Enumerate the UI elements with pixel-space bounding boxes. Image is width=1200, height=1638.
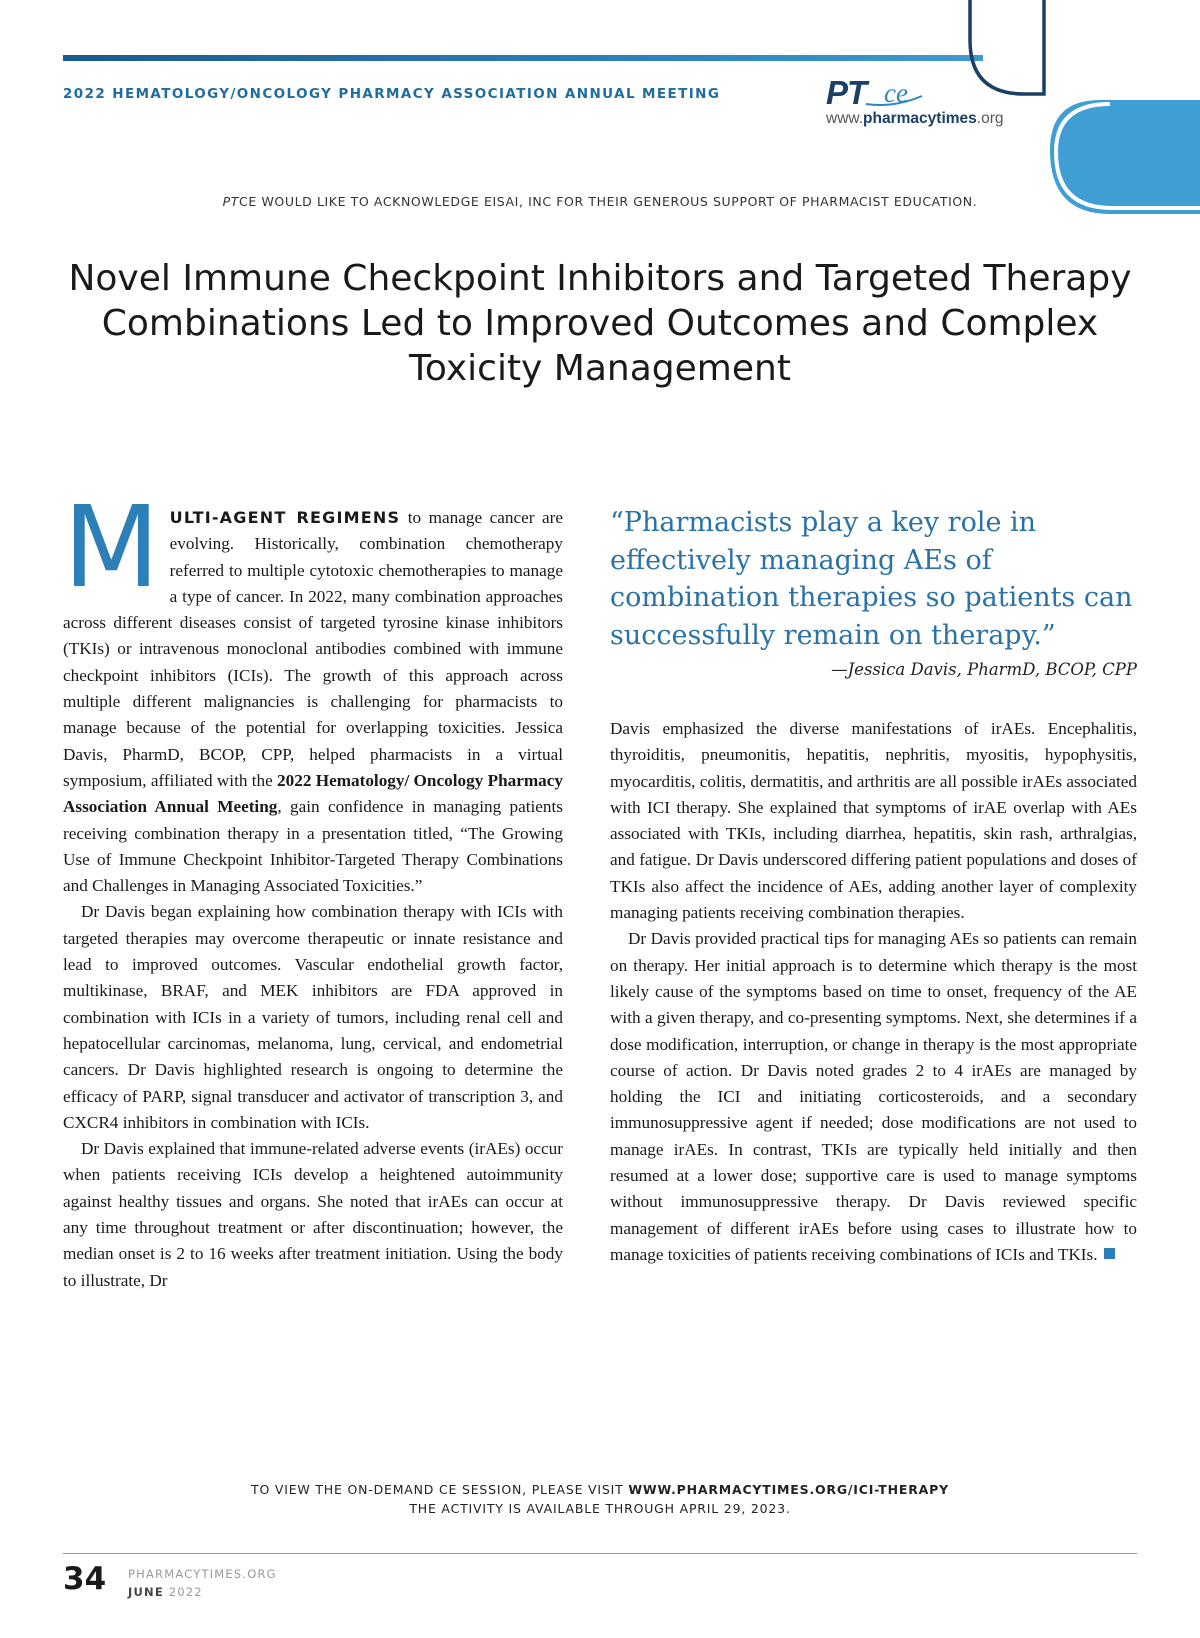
paragraph-4: Davis emphasized the diverse manifestations of irAEs. Encephalitis, thyroiditis, pneumonitis, hepatitis, nephritis, myositis, hypophysitis, myocarditis, colitis, dermatitis, and arthritis are all possible irAEs associated with ICI therapy. She explained that symptoms of irAE overlap with AEs associated with TKIs, including diarrhea, hepatitis, skin rash, arthralgias, and fatigue. Dr Davis underscored differing patient populations and doses of TKIs also affect the incidence of AEs, adding another layer of complexity managing patients receiving combination therapies. — [610, 719, 1137, 923]
meeting-name-bold: 2022 Hematology/ Oncology Pharmacy Association Annual Meeting — [63, 770, 563, 817]
meeting-title: 2022 HEMATOLOGY/ONCOLOGY PHARMACY ASSOCIATION ANNUAL MEETING — [63, 86, 721, 102]
cta-line-2: THE ACTIVITY IS AVAILABLE THROUGH APRIL 29, 2023. — [409, 1501, 791, 1516]
cta-block — [0, 1480, 1200, 1518]
lead-in: ULTI-AGENT REGIMENS — [169, 508, 401, 527]
cta-line-1: TO VIEW THE ON-DEMAND CE SESSION, PLEASE VISIT WWW.PHARMACYTIMES.ORG/ICI-THERAPY — [251, 1482, 949, 1497]
ptce-logo[interactable] — [826, 74, 1036, 134]
drop-cap: M — [63, 483, 160, 613]
pull-quote: “Pharmacists play a key role in effectively managing AEs of combination therapies so patients can successfully remain on therapy.” — [610, 507, 1133, 651]
footer-date: JUNE 2022 — [128, 1585, 203, 1599]
left-column — [63, 483, 563, 1294]
paragraph-1: MULTI-AGENT REGIMENS to manage cancer are evolving. Historically, combination chemotherapy referred to multiple cytotoxic chemotherapies to manage a type of cancer. In 2022, many combination approaches across different diseases consist of targeted tyrosine kinase inhibitors (TKIs) or intravenous monoclonal antibodies combined with immune checkpoint inhibitors (ICIs). The growth of this approach across multiple different malignancies is challenging for pharmacists to manage because of the potential for overlapping toxicities. Jessica Davis, PharmD, BCOP, CPP, helped pharmacists in a virtual symposium, affiliated with the 2022 Hematology/ Oncology Pharmacy Association Annual Meeting, gain confidence in managing patients receiving combination therapy in a presentation titled, “The Growing Use of Immune Checkpoint Inhibitor-Targeted Therapy Combinations and Challenges in Managing Associated Toxicities.” — [63, 483, 563, 896]
footer-site: PHARMACYTIMES.ORG — [128, 1567, 277, 1581]
right-column — [610, 716, 1137, 1268]
article-title: Novel Immune Checkpoint Inhibitors and Targeted Therapy Combinations Led to Improved Outcomes and Complex Toxicity Management — [68, 258, 1132, 389]
end-mark-icon — [1104, 1248, 1115, 1259]
page-number: 34 — [63, 1561, 107, 1597]
paragraph-3: Dr Davis explained that immune-related adverse events (irAEs) occur when patients receiving ICIs develop a heightened autoimmunity against healthy tissues and organs. She noted that irAEs can occur at any time throughout treatment or after discontinuation; however, the median onset is 2 to 16 weeks after treatment initiation. Using the body to illustrate, Dr — [63, 1139, 563, 1290]
pull-quote-attribution: —Jessica Davis, PharmD, BCOP, CPP — [831, 660, 1137, 679]
footer-rule — [63, 1553, 1137, 1554]
logo-ce-text: ce — [884, 78, 908, 108]
paragraph-2: Dr Davis began explaining how combination therapy with ICIs with targeted therapies may overcome therapeutic or innate resistance and lead to improved outcomes. Vascular endothelial growth factor, multikinase, BRAF, and MEK inhibitors are FDA approved in combination with ICIs in a variety of tumors, including renal cell and hepatocellular carcinomas, melanoma, lung, cervical, and endometrial cancers. Dr Davis highlighted research is ongoing to determine the efficacy of PARP, signal transducer and activator of transcription 3, and CXCR4 inhibitors in combination with ICIs. — [63, 902, 563, 1132]
acknowledgement: PTCE WOULD LIKE TO ACKNOWLEDGE EISAI, INC FOR THEIR GENEROUS SUPPORT OF PHARMACIST EDUCATION. — [222, 194, 978, 209]
paragraph-5: Dr Davis provided practical tips for managing AEs so patients can remain on therapy. Her initial approach is to determine which therapy is the most likely cause of the symptoms based on time to onset, frequency of the AE with a given therapy, and co-presenting symptoms. Next, she determines if a dose modification, interruption, or change in therapy is the most appropriate course of action. Dr Davis noted grades 2 to 4 irAEs are managed by holding the ICI and initiating corticosteroids, and a secondary immunosuppressive agent if needed; dose modifications are not used to manage irAEs. In contrast, TKIs are typically held initially and then resumed at a lower dose; supportive care is used to manage symptoms without immunosuppressive therapy. Dr Davis reviewed specific management of different irAEs before using cases to illustrate how to manage toxicities of patients receiving combinations of ICIs and TKIs. — [610, 929, 1137, 1264]
logo-swoosh-icon — [864, 94, 924, 108]
header-rule — [63, 55, 983, 61]
cta-link[interactable]: WWW.PHARMACYTIMES.ORG/ICI-THERAPY — [628, 1482, 949, 1497]
logo-url[interactable]: www.pharmacytimes.org — [826, 110, 1004, 127]
logo-pt-text: PT — [826, 74, 867, 111]
